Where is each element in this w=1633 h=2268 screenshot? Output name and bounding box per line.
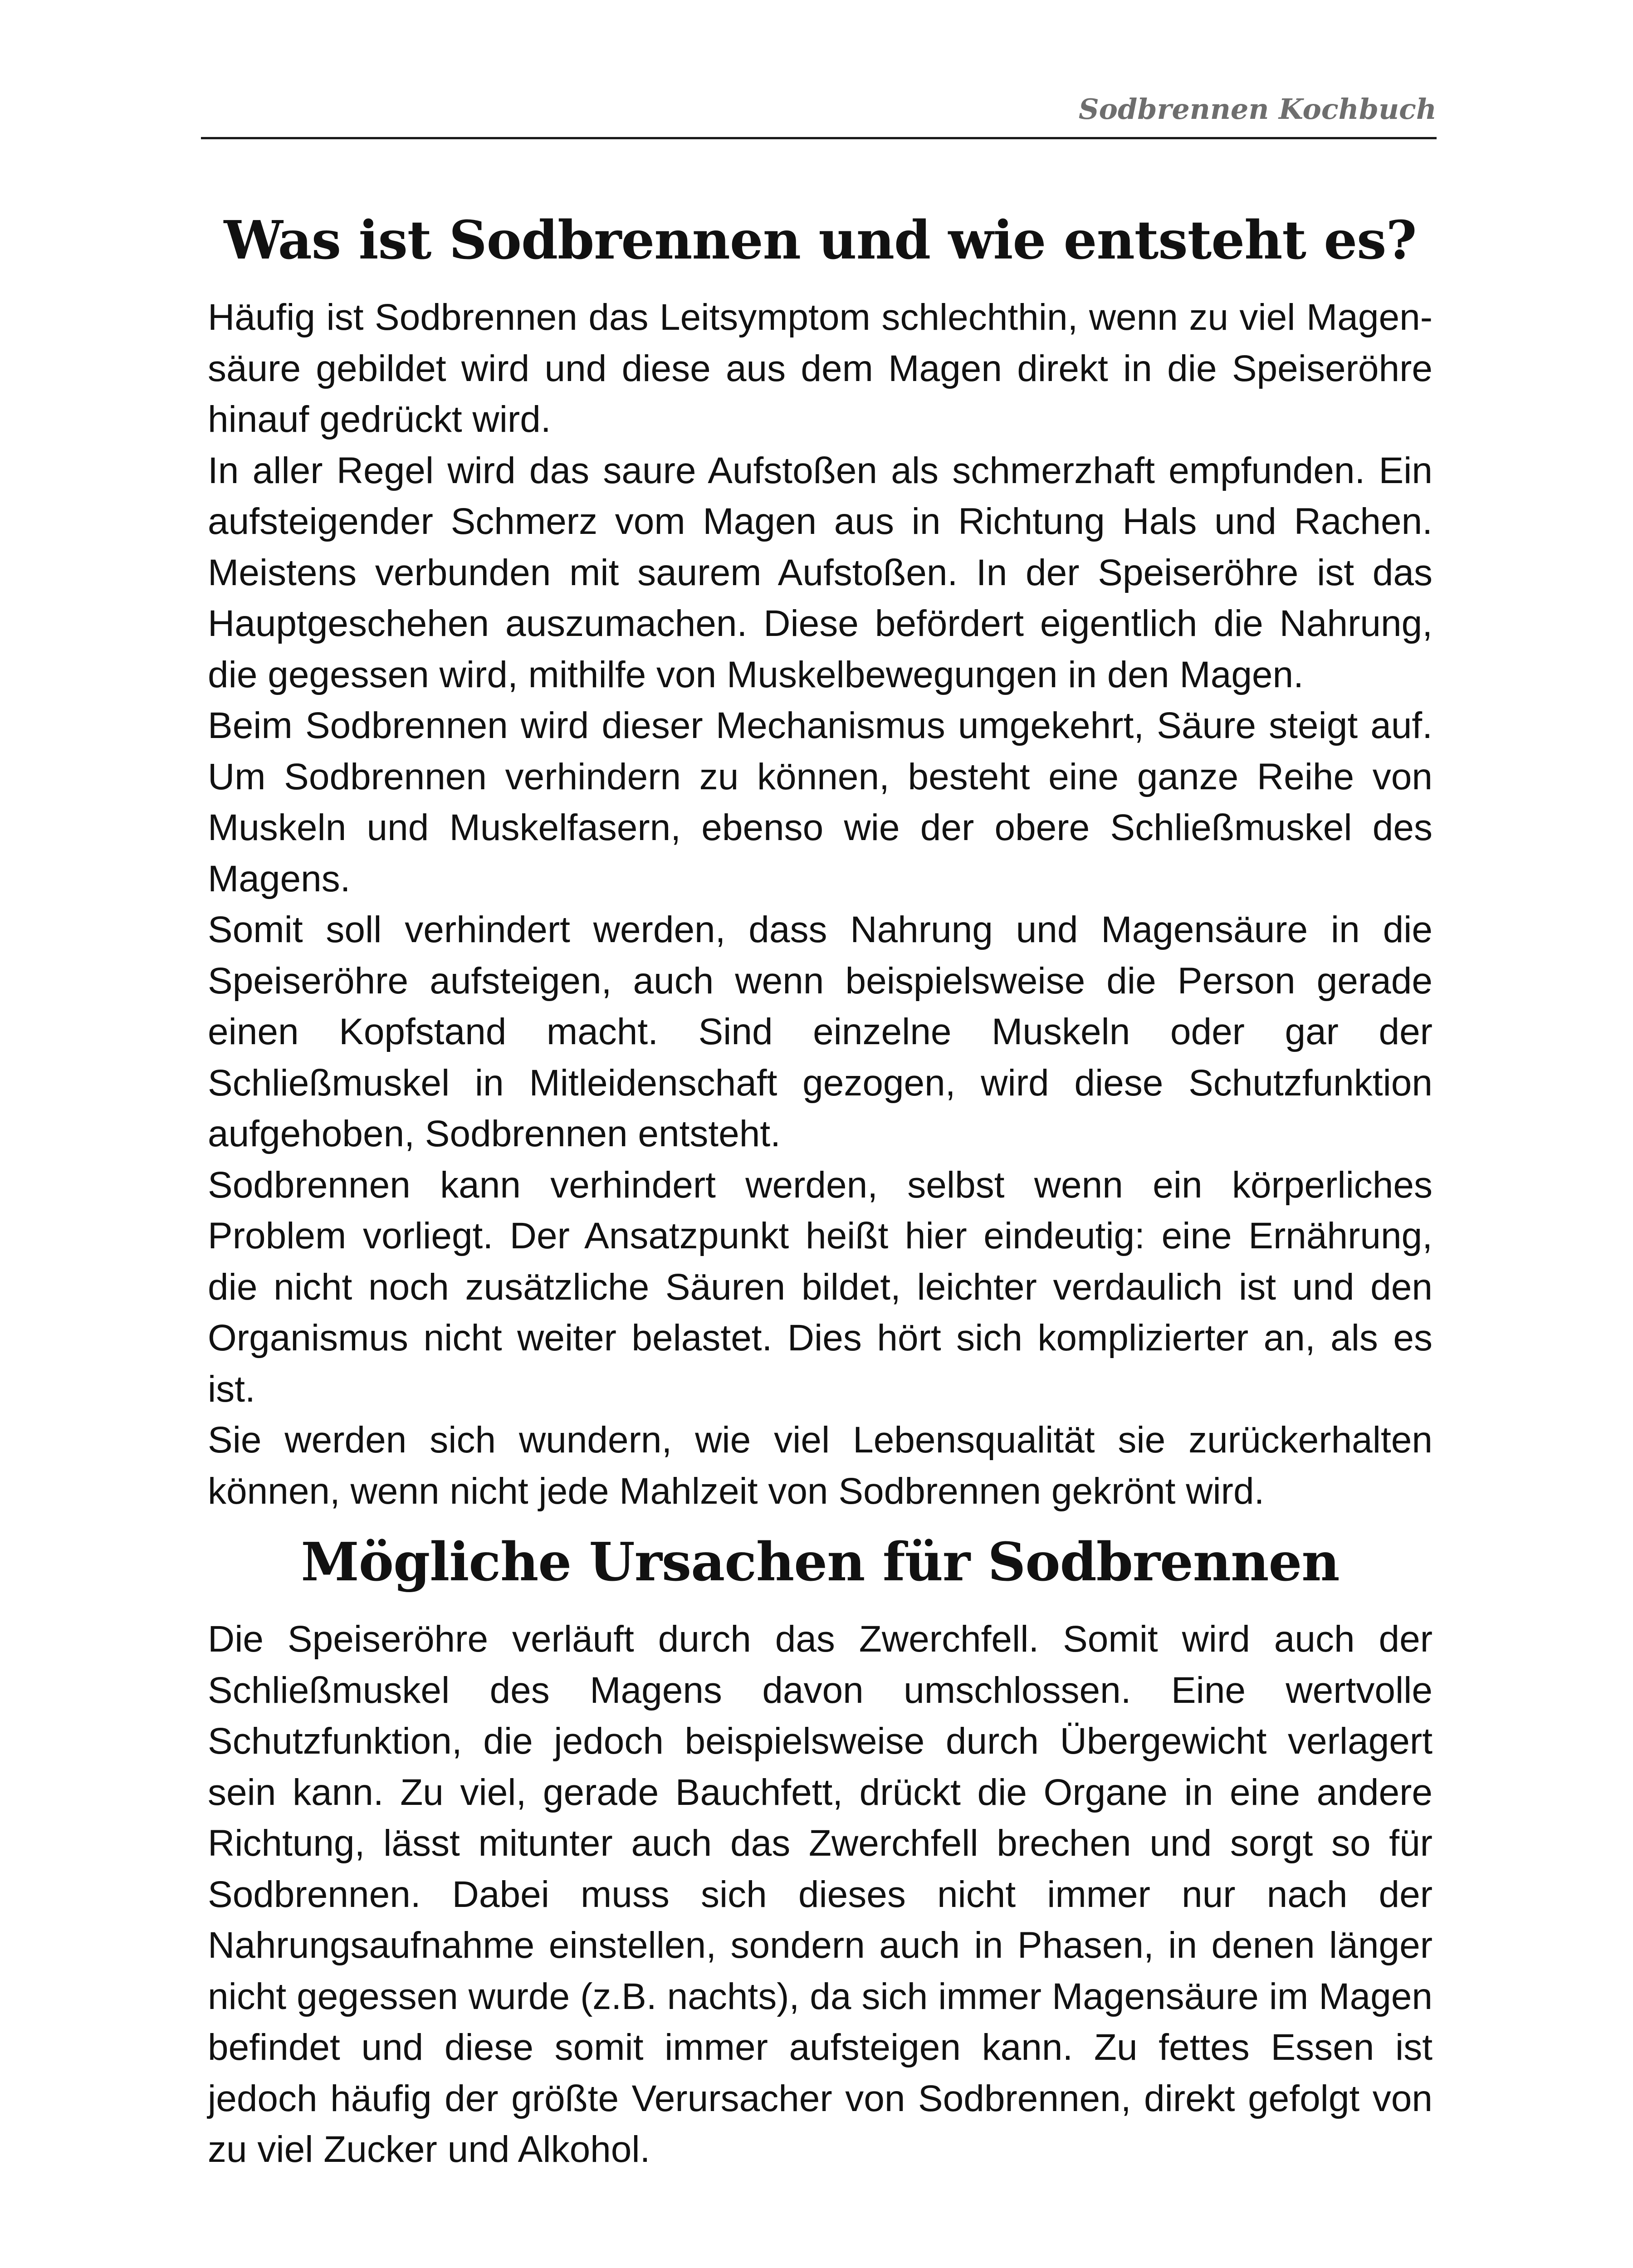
paragraph: In aller Regel wird das saure Aufstoßen als schmerzhaft empfunden. Ein aufsteigender Schmerz vom Magen aus in Richtung Hals und Rachen. Meistens verbunden mit saurem Aufstoßen. In der Speiseröhre ist das Hauptgeschehen auszumachen. Diese befördert eigentlich die Nahrung, die gegessen wird, mithilfe von Muskelbewegungen in den Magen. (208, 450, 1433, 695)
paragraph: Sie werden sich wundern, wie viel Lebensqualität sie zurückerhalten können, wenn nicht jede Mahlzeit von Sodbrennen gekrönt wird. (208, 1419, 1433, 1512)
page-content (208, 195, 1433, 2175)
section-title: Mögliche Ursachen für Sodbrennen (301, 1531, 1340, 1593)
section-body (208, 292, 1433, 1517)
header-rule (201, 137, 1437, 139)
paragraph: Somit soll verhindert werden, dass Nahrung und Magensäure in die Speiseröhre aufsteigen, auch wenn beispielsweise die Person gerade einen Kopfstand macht. Sind einzelne Muskeln oder gar der Schließmuskel in Mitleidenschaft gezogen, wird diese Schutzfunktion aufgehoben, Sodbrennen entsteht. (208, 909, 1433, 1154)
section-title: Was ist Sodbrennen und wie entsteht es? (224, 210, 1417, 271)
section-body (208, 1614, 1433, 2175)
paragraph: Häufig ist Sodbrennen das Leitsymptom schlechthin, wenn zu viel Magensäure gebildet wird und diese aus dem Magen direkt in die Speiseröhre hinauf gedrückt wird. (208, 297, 1433, 440)
paragraph: Beim Sodbrennen wird dieser Mechanismus umgekehrt, Säure steigt auf. Um Sodbrennen verhindern zu können, besteht eine ganze Reihe von Muskeln und Muskelfasern, ebenso wie der obere Schließmuskel des Magens. (208, 705, 1433, 899)
paragraph: Sodbrennen kann verhindert werden, selbst wenn ein körperliches Problem vorliegt. Der Ansatzpunkt heißt hier eindeutig: eine Ernährung, die nicht noch zusätzliche Säuren bildet, leichter verdaulich ist und den Organismus nicht weiter belastet. Dies hört sich komplizierter an, als es ist. (208, 1164, 1433, 1410)
running-header: Sodbrennen Kochbuch (1078, 93, 1437, 126)
paragraph: Die Speiseröhre verläuft durch das Zwerchfell. Somit wird auch der Schließmuskel des Magens davon umschlossen. Eine wertvolle Schutzfunktion, die jedoch beispielsweise durch Übergewicht verlagert sein kann. Zu viel, gerade Bauchfett, drückt die Organe in eine andere Richtung, lässt mitunter auch das Zwerchfell brechen und sorgt so für Sodbrennen. Dabei muss sich dieses nicht immer nur nach der Nahrungsaufnahme einstellen, sondern auch in Phasen, in denen länger nicht gegessen wurde (z.B. nachts), da sich immer Magensäure im Magen befindet und diese somit immer aufsteigen kann. Zu fettes Essen ist jedoch häufig der größte Verursacher von Sodbrennen, direkt gefolgt von zu viel Zucker und Alkohol. (208, 1618, 1433, 2170)
